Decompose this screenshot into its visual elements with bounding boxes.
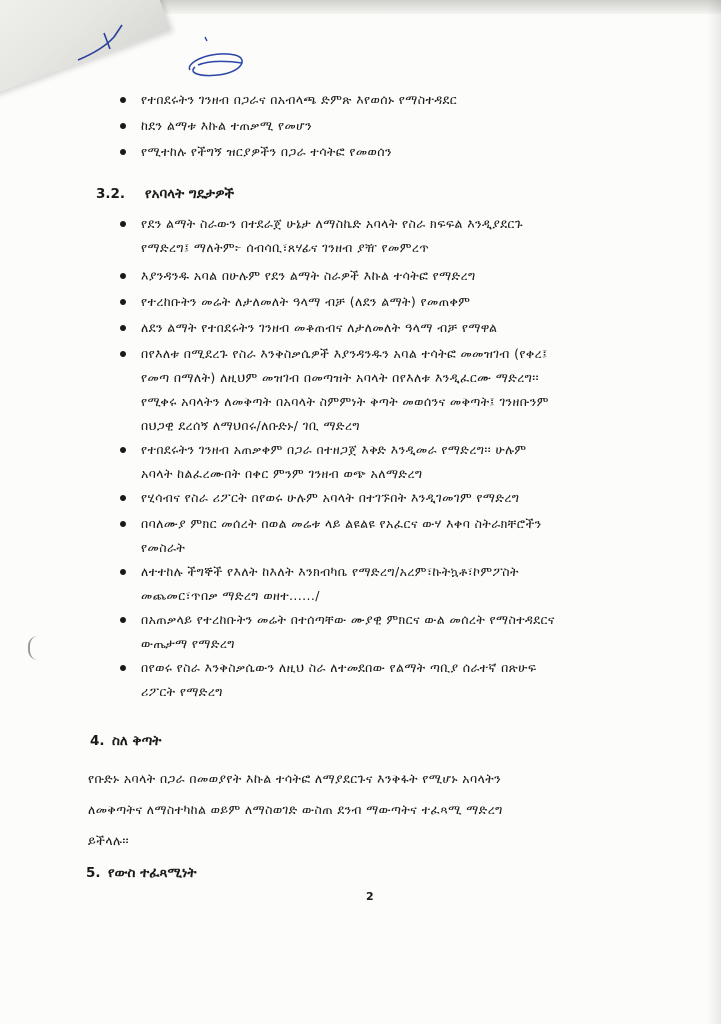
list-item-line: በባለሙያ ምክር መሰረት በወል መሬቱ ላይ ልዩልዩ የአፈርና ውሃ እቀባ ስትራክቸሮችን	[141, 516, 542, 531]
list-item-line: የመጣ በማለት) ለዚህም መዝገብ በመጣዝት አባላት በየእለቱ እንዲፈርሙ ማድረግ፡፡	[141, 370, 539, 385]
bullet-dot	[120, 617, 126, 623]
list-item-line: በየእለቱ በሚደረጉ የስራ እንቅስቃሴዎች እያንዳንዱን አባል ተሳትፎ መመዝገብ (የቀረ፤	[141, 346, 548, 361]
list-item-line: አባላት ከልፈረሙበት በቀር ምንም ገንዘብ ወጭ አለማድረግ	[141, 466, 423, 481]
bullet-dot	[120, 521, 126, 527]
list-item-line: ሪፖርት የማድረግ	[141, 684, 223, 699]
list-item-line: እያንዳንዱ አባል በሁሉም የደን ልማት ስራዎች እኩል ተሳትፎ የማድረግ	[141, 268, 476, 283]
bullet-dot	[120, 351, 126, 357]
list-item-line: የተረከቡትን መሬት ለታለመለት ዓላማ ብቻ (ለደን ልማት) የመጠቀም	[141, 294, 471, 309]
bullet-dot	[120, 149, 126, 155]
paragraph-line: ይችላሉ፡፡	[88, 833, 130, 848]
bullet-dot	[120, 221, 126, 227]
bullet-dot	[120, 123, 126, 129]
list-item-line: ውጤታማ የማድረግ	[141, 636, 235, 651]
section-number: 5.	[86, 865, 101, 881]
list-item-line: የደን ልማት ስራውን በተደራጀ ሁኔታ ለማስኬድ አባላት የስራ ክፍፍል እንዲያደርጉ	[141, 216, 523, 231]
list-item-line: የማድረግ፤ ማለትም፦ ሰብሳቢ፣ጸሃፊና ገንዘብ ያዥ የመምረጥ	[141, 240, 430, 255]
list-item-line: በህጋዊ ደረሰኝ ለማህበሩ/ለቡድኑ/ ገቢ ማድረግ	[141, 418, 360, 433]
bullet-dot	[120, 447, 126, 453]
section-title: የአባላት ግዴታዎች	[145, 186, 235, 202]
list-item: የሚተከሉ የችግኝ ዝርያዎችን በጋራ ተሳትፎ የመወሰን	[141, 144, 392, 159]
paragraph-line: የቡድኑ አባላት በጋራ በመወያየት እኩል ተሳትፎ ለማያደርጉና እንቅፋት የሚሆኑ አባላትን	[88, 771, 502, 786]
bullet-dot	[120, 97, 126, 103]
list-item-line: ለተተከሉ ችግኞች የእለት ከእለት እንክብካቤ የማድረግ/አረም፣ኩትኳቶ፣ኮምፖስት	[141, 564, 519, 579]
list-item-line: የሂሳብና የስራ ሪፖርት በየወሩ ሁሉም አባላት በተገኙበት እንዲገመገም የማድረግ	[141, 490, 520, 505]
bullet-dot	[120, 665, 126, 671]
list-item-line: በየወሩ የስራ እንቅስቃሴውን ለዚህ ስራ ለተመደበው የልማት ጣቢያ ሰራተኛ በጽሁፍ	[141, 660, 537, 675]
list-item-line: በአጠቃላይ የተረከቡትን መሬት በተሰጣቸው ሙያዊ ምክርና ውል መሰረት የማስተዳደርና	[141, 612, 555, 627]
page-edge-shadow	[707, 0, 721, 1024]
list-item-line: የመስራት	[141, 540, 186, 555]
page-number: 2	[366, 890, 374, 903]
bullet-dot	[120, 495, 126, 501]
section-number: 4.	[90, 733, 105, 749]
bullet-dot	[120, 273, 126, 279]
list-item: ከደን ልማቱ እኩል ተጠቃሚ የመሆን	[141, 118, 313, 133]
list-item: የተበደሩትን ገንዘብ በጋራና በአብላጫ ድምጽ እየወሰኑ የማስተዳደር	[141, 92, 458, 107]
section-number: 3.2.	[96, 186, 126, 202]
punch-hole-mark	[28, 636, 40, 660]
section-title: የውስ ተፈጻሚነት	[108, 865, 197, 881]
bullet-dot	[120, 569, 126, 575]
handwritten-signature	[70, 15, 270, 90]
section-title: ስለ ቅጣት	[112, 733, 162, 749]
list-item-line: የተበደሩትን ገንዘብ አጠቃቀም በጋራ በተዘጋጀ እቅድ እንዲመራ የማድረግ፡፡ ሁሉም	[141, 442, 527, 457]
list-item-line: መጨመር፣ጥበቃ ማድረግ ወዘተ....../	[141, 588, 320, 603]
paragraph-line: ለመቅጣትና ለማስተካከል ወይም ለማስወገድ ውስጠ ደንብ ማውጣትና ተፈጻሚ ማድረግ	[88, 802, 503, 817]
paper-top-edge	[150, 0, 721, 14]
bullet-dot	[120, 299, 126, 305]
list-item-line: ለደን ልማት የተበደሩትን ገንዘብ መቆጠብና ለታለመለት ዓላማ ብቻ የማዋል	[141, 320, 498, 335]
list-item-line: የሚቀሩ አባላትን ለመቅጣት በአባላት ስምምነት ቅጣት መወሰንና መቅጣት፤ ገንዘቡንም	[141, 394, 549, 409]
bullet-dot	[120, 325, 126, 331]
